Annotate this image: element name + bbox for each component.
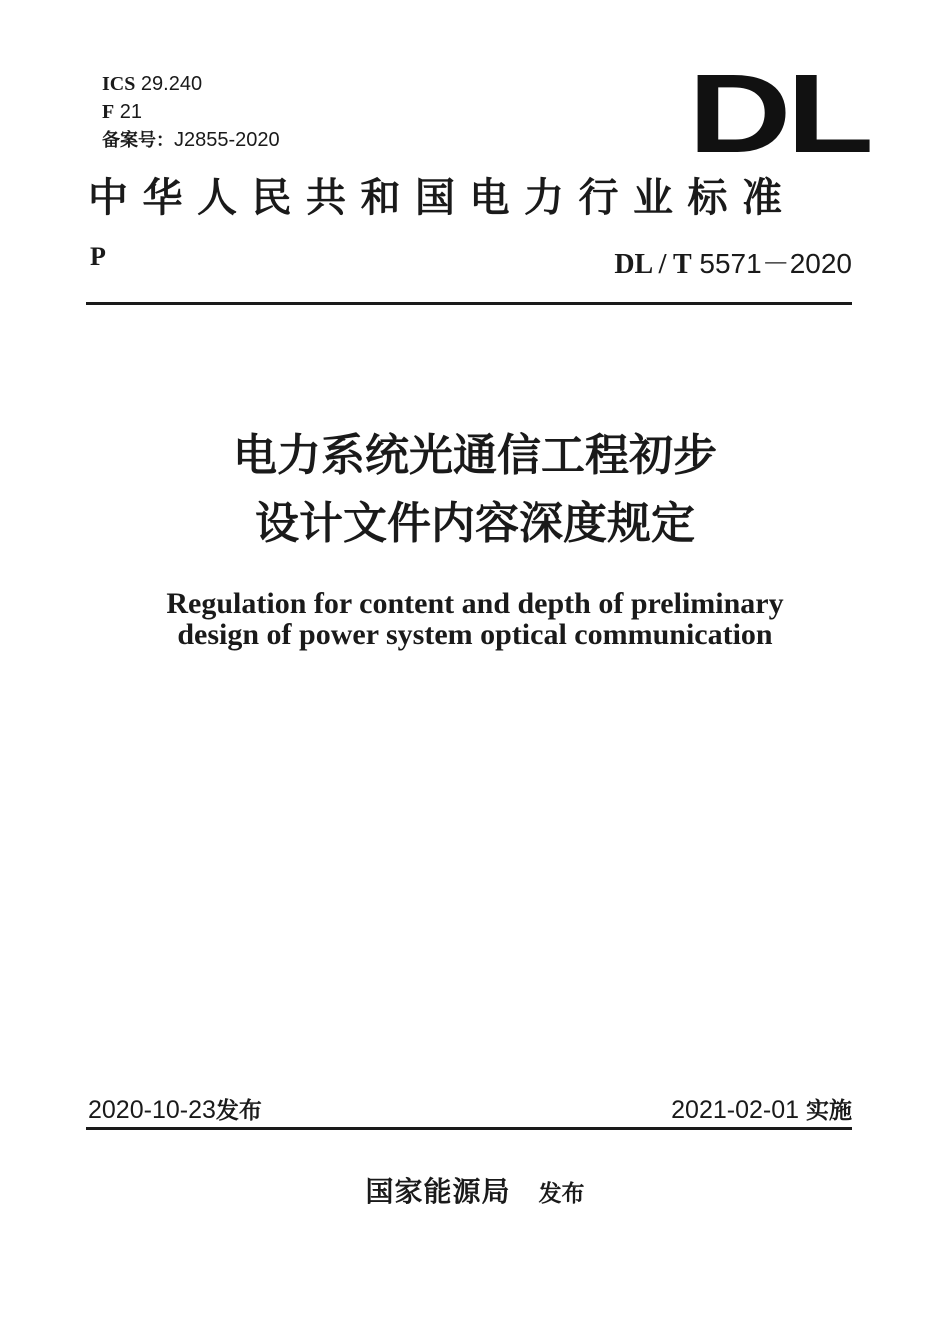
publisher	[0, 1170, 950, 1210]
effective-date-value: 2021-02-01	[671, 1096, 800, 1124]
standard-number-value: 5571－2020	[699, 248, 852, 279]
dl-logo: DL	[688, 51, 869, 176]
ccs-code	[102, 100, 142, 124]
effective-date-suffix: 实施	[806, 1098, 852, 1124]
filing-label: 备案号：	[102, 130, 174, 151]
cn-title-line-2: 设计文件内容深度规定	[255, 498, 695, 549]
ccs-letter: F	[102, 101, 115, 123]
issue-date	[88, 1092, 262, 1125]
ics-label: ICS	[102, 73, 136, 95]
ics-value: 29.240	[140, 73, 203, 95]
standard-title: 中华人民共和国电力行业标准	[88, 174, 797, 221]
en-title-line-2: design of power system optical communication	[177, 618, 773, 651]
en-title-line-1: Regulation for content and depth of preliminary	[166, 587, 784, 620]
issue-date-suffix: 发布	[215, 1098, 262, 1124]
standard-category: P	[90, 242, 106, 271]
top-divider	[86, 302, 852, 305]
publisher-action: 发布	[538, 1181, 585, 1207]
ics-code	[102, 72, 202, 96]
ccs-value: 21	[119, 101, 143, 123]
standard-number	[614, 242, 852, 282]
issue-date-value: 2020-10-23	[88, 1096, 216, 1124]
filing-value: J2855-2020	[174, 129, 280, 151]
publisher-name: 国家能源局	[365, 1175, 511, 1208]
standard-number-prefix: DL / T	[614, 249, 692, 280]
cn-title-line-1: 电力系统光通信工程初步	[233, 430, 717, 481]
effective-date	[671, 1092, 852, 1125]
filing-number	[102, 128, 280, 153]
bottom-divider	[86, 1127, 852, 1130]
